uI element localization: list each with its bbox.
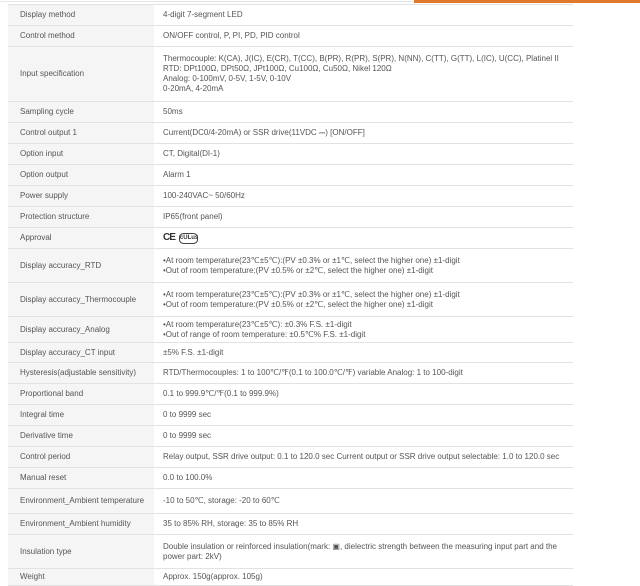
spec-value — [154, 5, 573, 26]
spec-label: Display accuracy_Analog — [8, 317, 154, 343]
spec-value — [154, 228, 573, 249]
spec-row — [8, 5, 573, 26]
spec-value-line: 0.0 to 100.0% — [163, 473, 213, 482]
spec-value-line: Relay output, SSR drive output: 0.1 to 120.0 sec Current output or SSR drive output selectable: 1.0 to 120.0 sec — [163, 452, 560, 461]
spec-value-line: •At room temperature(23℃±5℃):(PV ±0.3% or ±1℃, select the higher one) ±1-digit — [163, 289, 460, 299]
spec-value-line: •Out of room temperature:(PV ±0.5% or ±2℃, select the higher one) ±1-digit — [163, 299, 433, 309]
spec-value-line: RTD/Thermocouples: 1 to 100℃/℉(0.1 to 100.0℃/℉) variable Analog: 1 to 100-digit — [163, 368, 463, 377]
spec-label: Display accuracy_Thermocouple — [8, 283, 154, 317]
spec-label: Sampling cycle — [8, 102, 154, 123]
spec-value — [154, 569, 573, 586]
spec-label: Display method — [8, 5, 154, 26]
spec-row — [8, 207, 573, 228]
spec-value — [154, 384, 573, 405]
spec-label: Control period — [8, 447, 154, 468]
spec-value-line: •Out of range of room temperature: ±0.5℃% F.S. ±1-digit — [163, 329, 366, 339]
spec-row — [8, 228, 573, 249]
spec-value-line: 35 to 85% RH, storage: 35 to 85% RH — [163, 519, 299, 528]
spec-row — [8, 186, 573, 207]
spec-value-line: 50ms — [163, 107, 183, 116]
spec-value — [154, 426, 573, 447]
spec-value — [154, 283, 573, 317]
spec-value-line: Current(DC0/4-20mA) or SSR drive(11VDC ⎓) [ON/OFF] — [163, 128, 365, 137]
spec-value-line: -10 to 50℃, storage: -20 to 60℃ — [163, 496, 280, 505]
spec-value-line: •Out of room temperature:(PV ±0.5% or ±2℃, select the higher one) ±1-digit — [163, 265, 433, 275]
spec-value-line: RTD: DPt100Ω, DPt50Ω, JPt100Ω, Cu100Ω, Cu50Ω, Nikel 120Ω — [163, 64, 392, 73]
spec-row — [8, 317, 573, 343]
spec-label: Weight — [8, 569, 154, 586]
spec-value-line: 0 to 9999 sec — [163, 410, 212, 419]
spec-row — [8, 123, 573, 144]
spec-label: Option input — [8, 144, 154, 165]
spec-row — [8, 405, 573, 426]
spec-value-line: 100-240VAC~ 50/60Hz — [163, 191, 245, 200]
spec-label: Hysteresis(adjustable sensitivity) — [8, 363, 154, 384]
spec-label: Power supply — [8, 186, 154, 207]
spec-value-line: 0 to 9999 sec — [163, 431, 212, 440]
spec-value — [154, 249, 573, 283]
spec-row — [8, 447, 573, 468]
spec-value-line: ON/OFF control, P, PI, PD, PID control — [163, 31, 300, 40]
spec-label: Option output — [8, 165, 154, 186]
spec-value-line: •At room temperature(23℃±5℃): ±0.3% F.S. ±1-digit — [163, 319, 352, 329]
spec-row — [8, 514, 573, 535]
spec-row — [8, 569, 573, 586]
spec-label: Environment_Ambient temperature — [8, 489, 154, 514]
spec-value — [154, 535, 573, 569]
spec-row — [8, 384, 573, 405]
spec-label: Display accuracy_RTD — [8, 249, 154, 283]
spec-value — [154, 514, 573, 535]
spec-value — [154, 207, 573, 228]
spec-value-line: 0-20mA, 4-20mA — [163, 84, 224, 93]
spec-table-body — [8, 5, 573, 586]
ce-mark-icon: CE — [163, 232, 175, 243]
spec-value — [154, 123, 573, 144]
spec-value — [154, 26, 573, 47]
spec-value — [154, 447, 573, 468]
spec-label: Manual reset — [8, 468, 154, 489]
spec-label: Protection structure — [8, 207, 154, 228]
spec-row — [8, 249, 573, 283]
spec-row — [8, 468, 573, 489]
accent-bar — [414, 0, 640, 3]
spec-value — [154, 405, 573, 426]
spec-value-line: Approx. 150g(approx. 105g) — [163, 572, 263, 581]
spec-row — [8, 426, 573, 447]
spec-row — [8, 363, 573, 384]
spec-value-line: ±5% F.S. ±1-digit — [163, 347, 224, 357]
spec-value-line: Analog: 0-100mV, 0-5V, 1-5V, 0-10V — [163, 74, 292, 83]
spec-row — [8, 283, 573, 317]
spec-value — [154, 317, 573, 343]
spec-label: Proportional band — [8, 384, 154, 405]
spec-label: Control method — [8, 26, 154, 47]
spec-row — [8, 489, 573, 514]
spec-value-line: Thermocouple: K(CA), J(IC), E(CR), T(CC), B(PR), R(PR), S(PR), N(NN), C(TT), G(TT), L(IC), U(CC), Platinel II — [163, 54, 559, 63]
spec-value — [154, 186, 573, 207]
spec-value-line: Alarm 1 — [163, 170, 191, 179]
spec-row — [8, 535, 573, 569]
spec-table — [8, 4, 573, 586]
spec-value — [154, 343, 573, 363]
spec-row — [8, 102, 573, 123]
spec-row — [8, 343, 573, 363]
spec-label: Insulation type — [8, 535, 154, 569]
spec-label: Input specification — [8, 47, 154, 102]
spec-row — [8, 165, 573, 186]
spec-value — [154, 489, 573, 514]
spec-value — [154, 363, 573, 384]
spec-label: Approval — [8, 228, 154, 249]
spec-value-line: IP65(front panel) — [163, 212, 223, 221]
spec-value — [154, 47, 573, 102]
spec-label: Display accuracy_CT input — [8, 343, 154, 363]
spec-value-line: CT, Digital(DI-1) — [163, 149, 220, 158]
spec-row — [8, 26, 573, 47]
spec-value — [154, 165, 573, 186]
spec-value — [154, 468, 573, 489]
spec-label: Environment_Ambient humidity — [8, 514, 154, 535]
spec-value — [154, 102, 573, 123]
spec-row — [8, 144, 573, 165]
spec-row — [8, 47, 573, 102]
approval-marks — [163, 233, 198, 244]
spec-value-line: Double insulation or reinforced insulation(mark: ▣, dielectric strength between the measuring input part and the power part: 2kV) — [163, 541, 557, 561]
spec-value-line: •At room temperature(23℃±5℃):(PV ±0.3% or ±1℃, select the higher one) ±1-digit — [163, 255, 460, 265]
spec-label: Integral time — [8, 405, 154, 426]
spec-value-line: 0.1 to 999.9℃/℉(0.1 to 999.9%) — [163, 389, 279, 398]
spec-value-line: 4-digit 7-segment LED — [163, 10, 243, 19]
cul-us-mark-icon: cULus — [179, 233, 198, 244]
spec-label: Control output 1 — [8, 123, 154, 144]
spec-value — [154, 144, 573, 165]
spec-label: Derivative time — [8, 426, 154, 447]
